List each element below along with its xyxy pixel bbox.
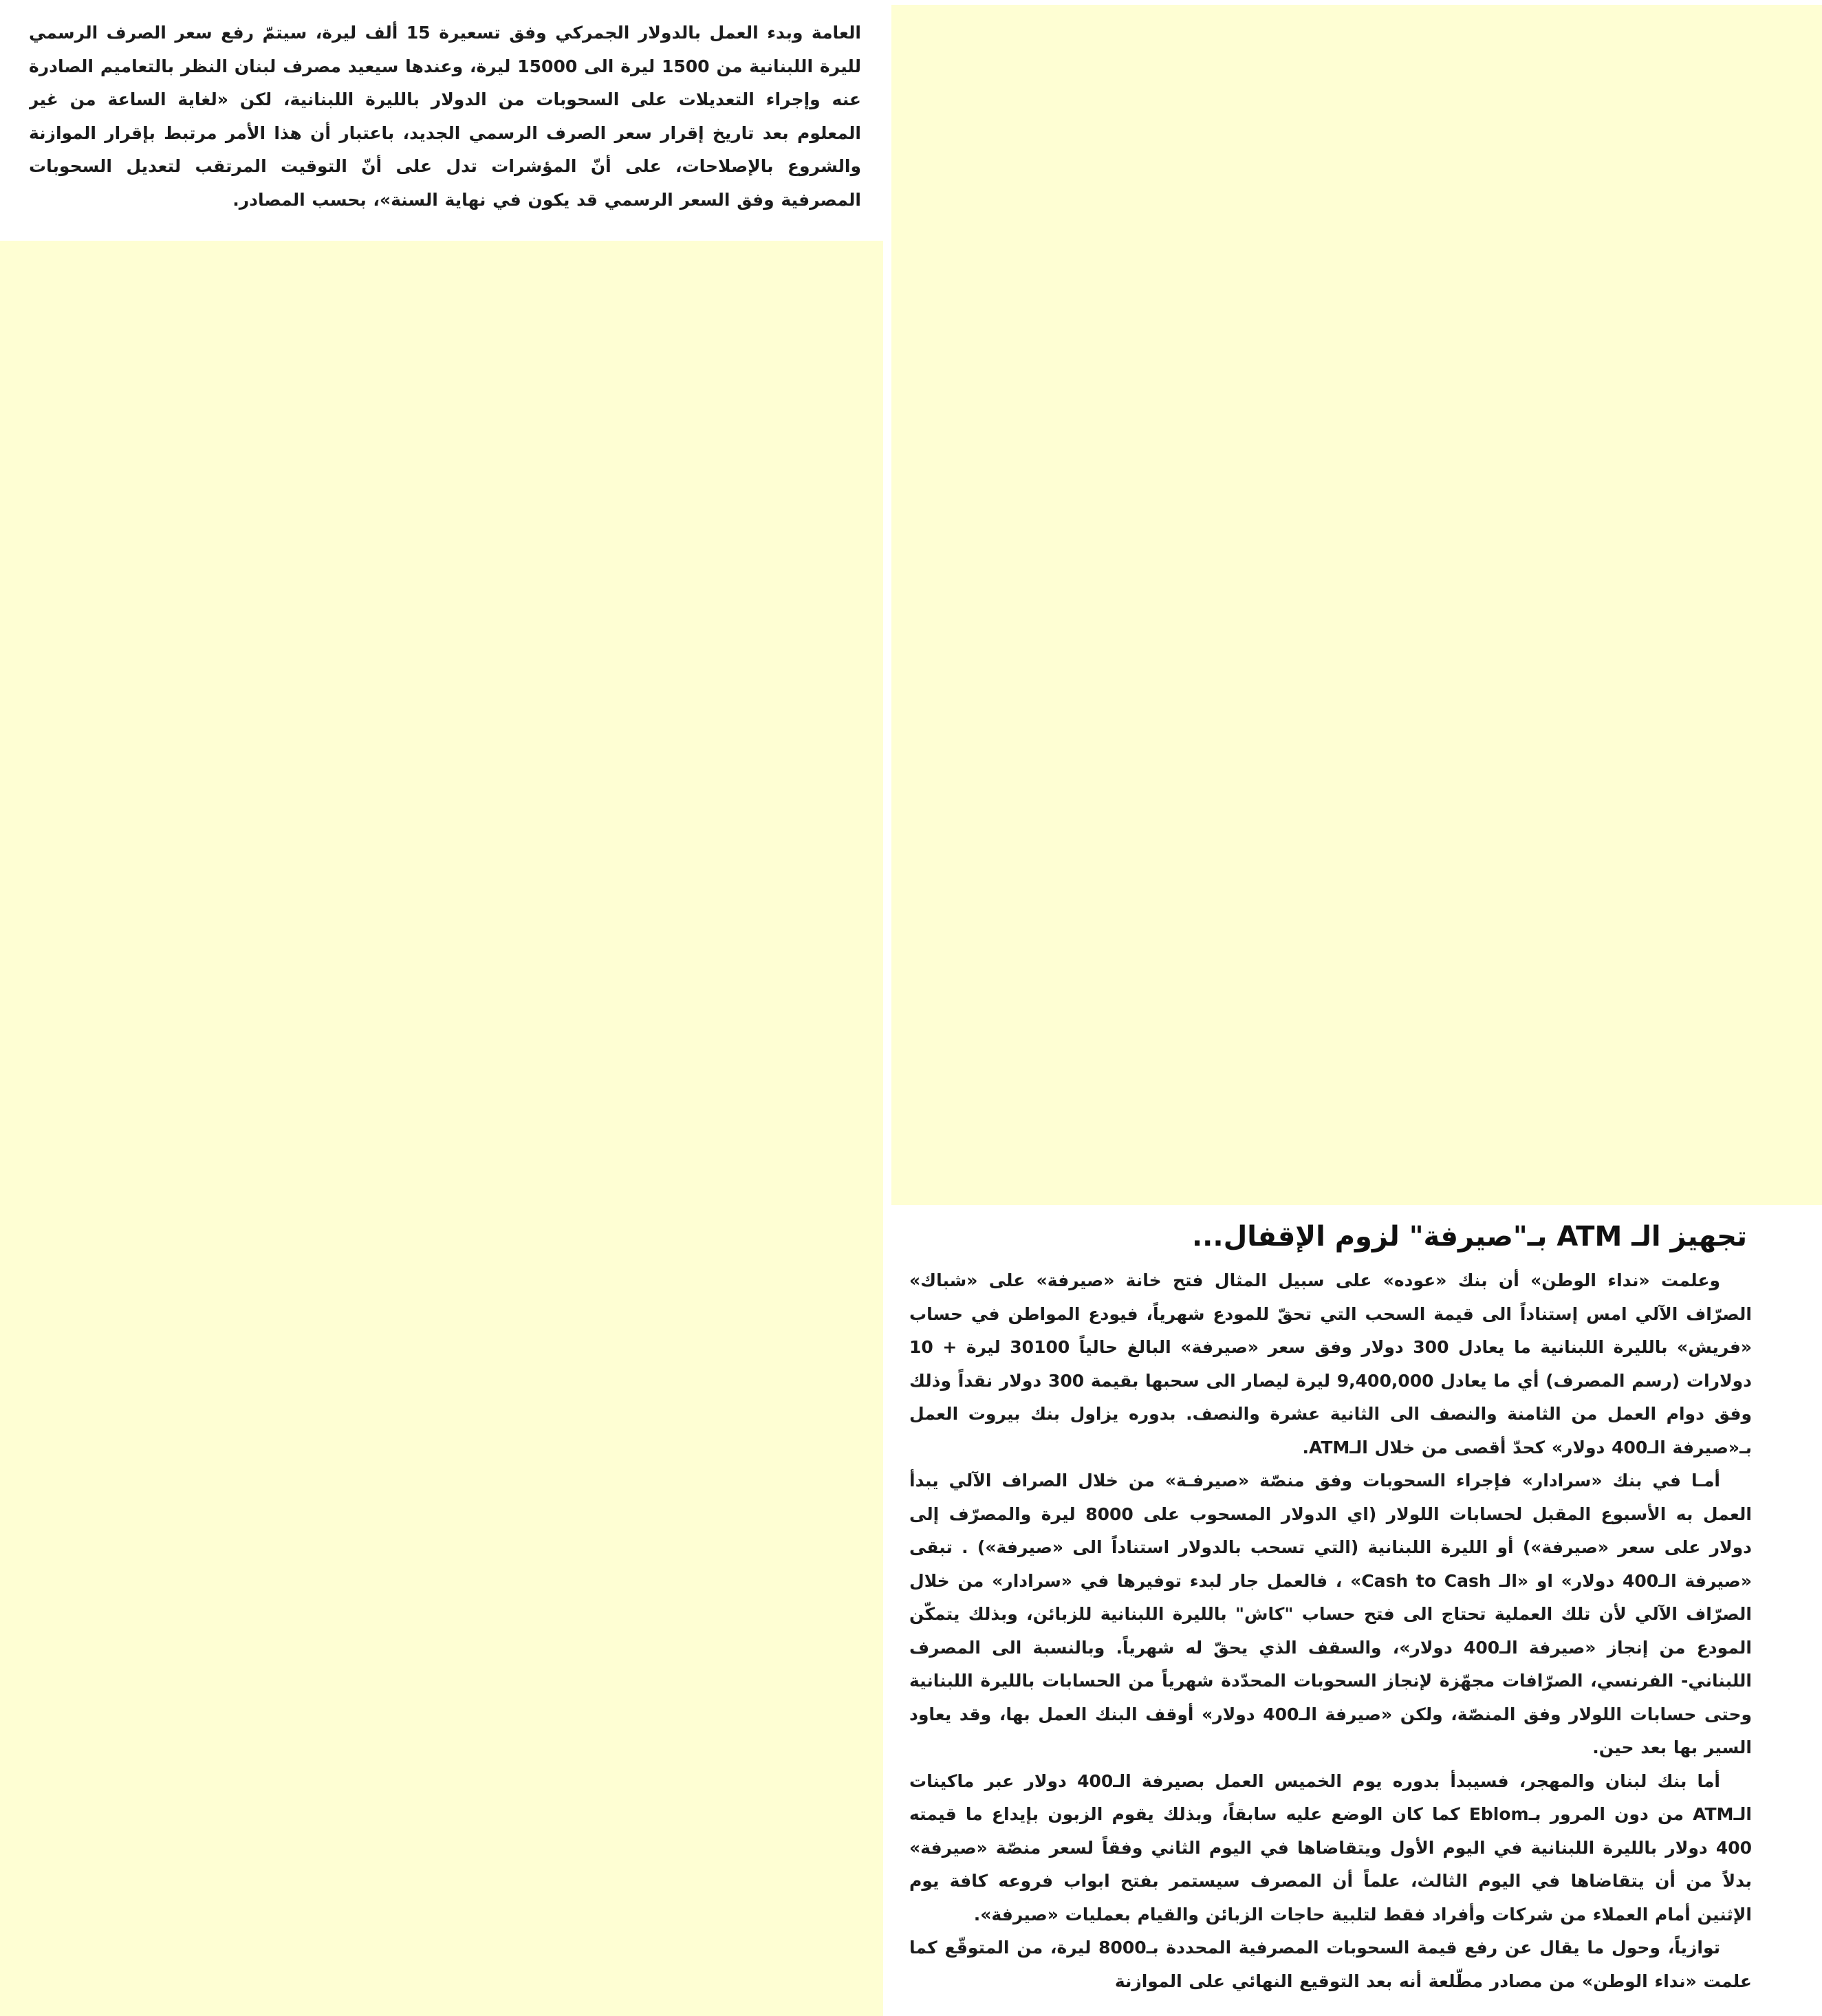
article-headline: تجهيز الـ ATM بـ"صيرفة" لزوم الإقفال... (1191, 1221, 1747, 1253)
article-body (909, 1264, 1752, 2014)
article-paragraph-1: وعلمت «نداء الوطن» أن بنك «عوده» على سبيل المثال فتح خانة «صيرفة» على «شباك» الصرّاف الآلي امس إستناداً الى قيمة السحب التي تحقّ للمودع شهرياً، فيودع المواطن في حساب «فريش» بالليرة اللبنانية ما يعادل 300 دولار وفق سعر «صيرفة» البالغ حالياً 30100 ليرة + 10 دولارات (رسم المصرف) أي ما يعادل 9,400,000 ليرة ليصار الى سحبها بقيمة 300 دولار نقداً وذلك وفق دوام العمل من الثامنة والنصف الى الثانية عشرة والنصف. بدوره يزاول بنك بيروت العمل بـ«صيرفة الـ400 دولار» كحدّ أقصى من خلال الـATM. (909, 1270, 1752, 1457)
top-left-article-continuation: العامة وبدء العمل بالدولار الجمركي وفق تسعيرة 15 ألف ليرة، سيتمّ رفع سعر الصرف الرسمي لليرة اللبنانية من 1500 ليرة الى 15000 ليرة، وعندها سيعيد مصرف لبنان النظر بالتعاميم الصادرة عنه وإجراء التعديلات على السحوبات من الدولار بالليرة اللبنانية، لكن «لغاية الساعة من غير المعلوم بعد تاريخ إقرار سعر الصرف الرسمي الجديد، باعتبار أن هذا الأمر مرتبط بإقرار الموازنة والشروع بالإصلاحات، على أنّ المؤشرات تدل على أنّ التوقيت المرتقب لتعديل السحوبات المصرفية وفق السعر الرسمي قد يكون في نهاية السنة»، بحسب المصادر. (29, 23, 861, 210)
article-paragraph-2: أمـا في بنك «سرادار» فإجراء السحوبات وفق منصّة «صيرفـة» من خلال الصراف الآلي يبدأ العمل به الأسبوع المقبل لحسابات اللولار (اي الدولار المسحوب على 8000 ليرة والمصرّف إلى دولار على سعر «صيرفة») أو الليرة اللبنانية (التي تسحب بالدولار استناداً الى «صيرفة») . تبقى «صيرفة الـ400 دولار» او «الـ Cash to Cash» ، فالعمل جار لبدء توفيرها في «سرادار» من خلال الصرّاف الآلي لأن تلك العملية تحتاج الى فتح حساب "كاش" بالليرة اللبنانية للزبائن، وبذلك يتمكّن المودع من إنجاز «صيرفة الـ400 دولار»، والسقف الذي يحقّ له شهرياً. وبالنسبة الى المصرف اللبناني- الفرنسي، الصرّافات مجهّزة لإنجاز السحوبات المحدّدة شهرياً من الحسابات بالليرة اللبنانية وحتى حسابات اللولار وفق المنصّة، ولكن «صيرفة الـ400 دولار» أوقف البنك العمل بها، وقد يعاود السير بها بعد حين. (909, 1471, 1752, 1757)
article-paragraph-4: توازياً، وحول ما يقال عن رفع قيمة السحوبات المصرفية المحددة بـ8000 ليرة، من المتوقّع كما علمت «نداء الوطن» من مصادر مطّلعة أنه بعد التوقيع النهائي على الموازنة (909, 1938, 1752, 1991)
left-column-background (0, 241, 883, 2016)
article-paragraph-3: أما بنك لبنان والمهجر، فسيبدأ بدوره يوم الخميس العمل بصيرفة الـ400 دولار عبر ماكينات الـATM من دون المرور بـEblom كما كان الوضع عليه سابقاً، وبذلك يقوم الزبون بإيداع ما قيمته 400 دولار بالليرة اللبنانية في اليوم الأول ويتقاضاها في اليوم الثاني وفقاً لسعر منصّة «صيرفة» بدلاً من أن يتقاضاها في اليوم الثالث، علماً أن المصرف سيستمر بفتح ابواب فروعه كافة يوم الإثنين أمام العملاء من شركات وأفراد فقط لتلبية حاجات الزبائن والقيام بعمليات «صيرفة». (909, 1770, 1752, 1925)
right-column-background (891, 5, 1822, 1205)
